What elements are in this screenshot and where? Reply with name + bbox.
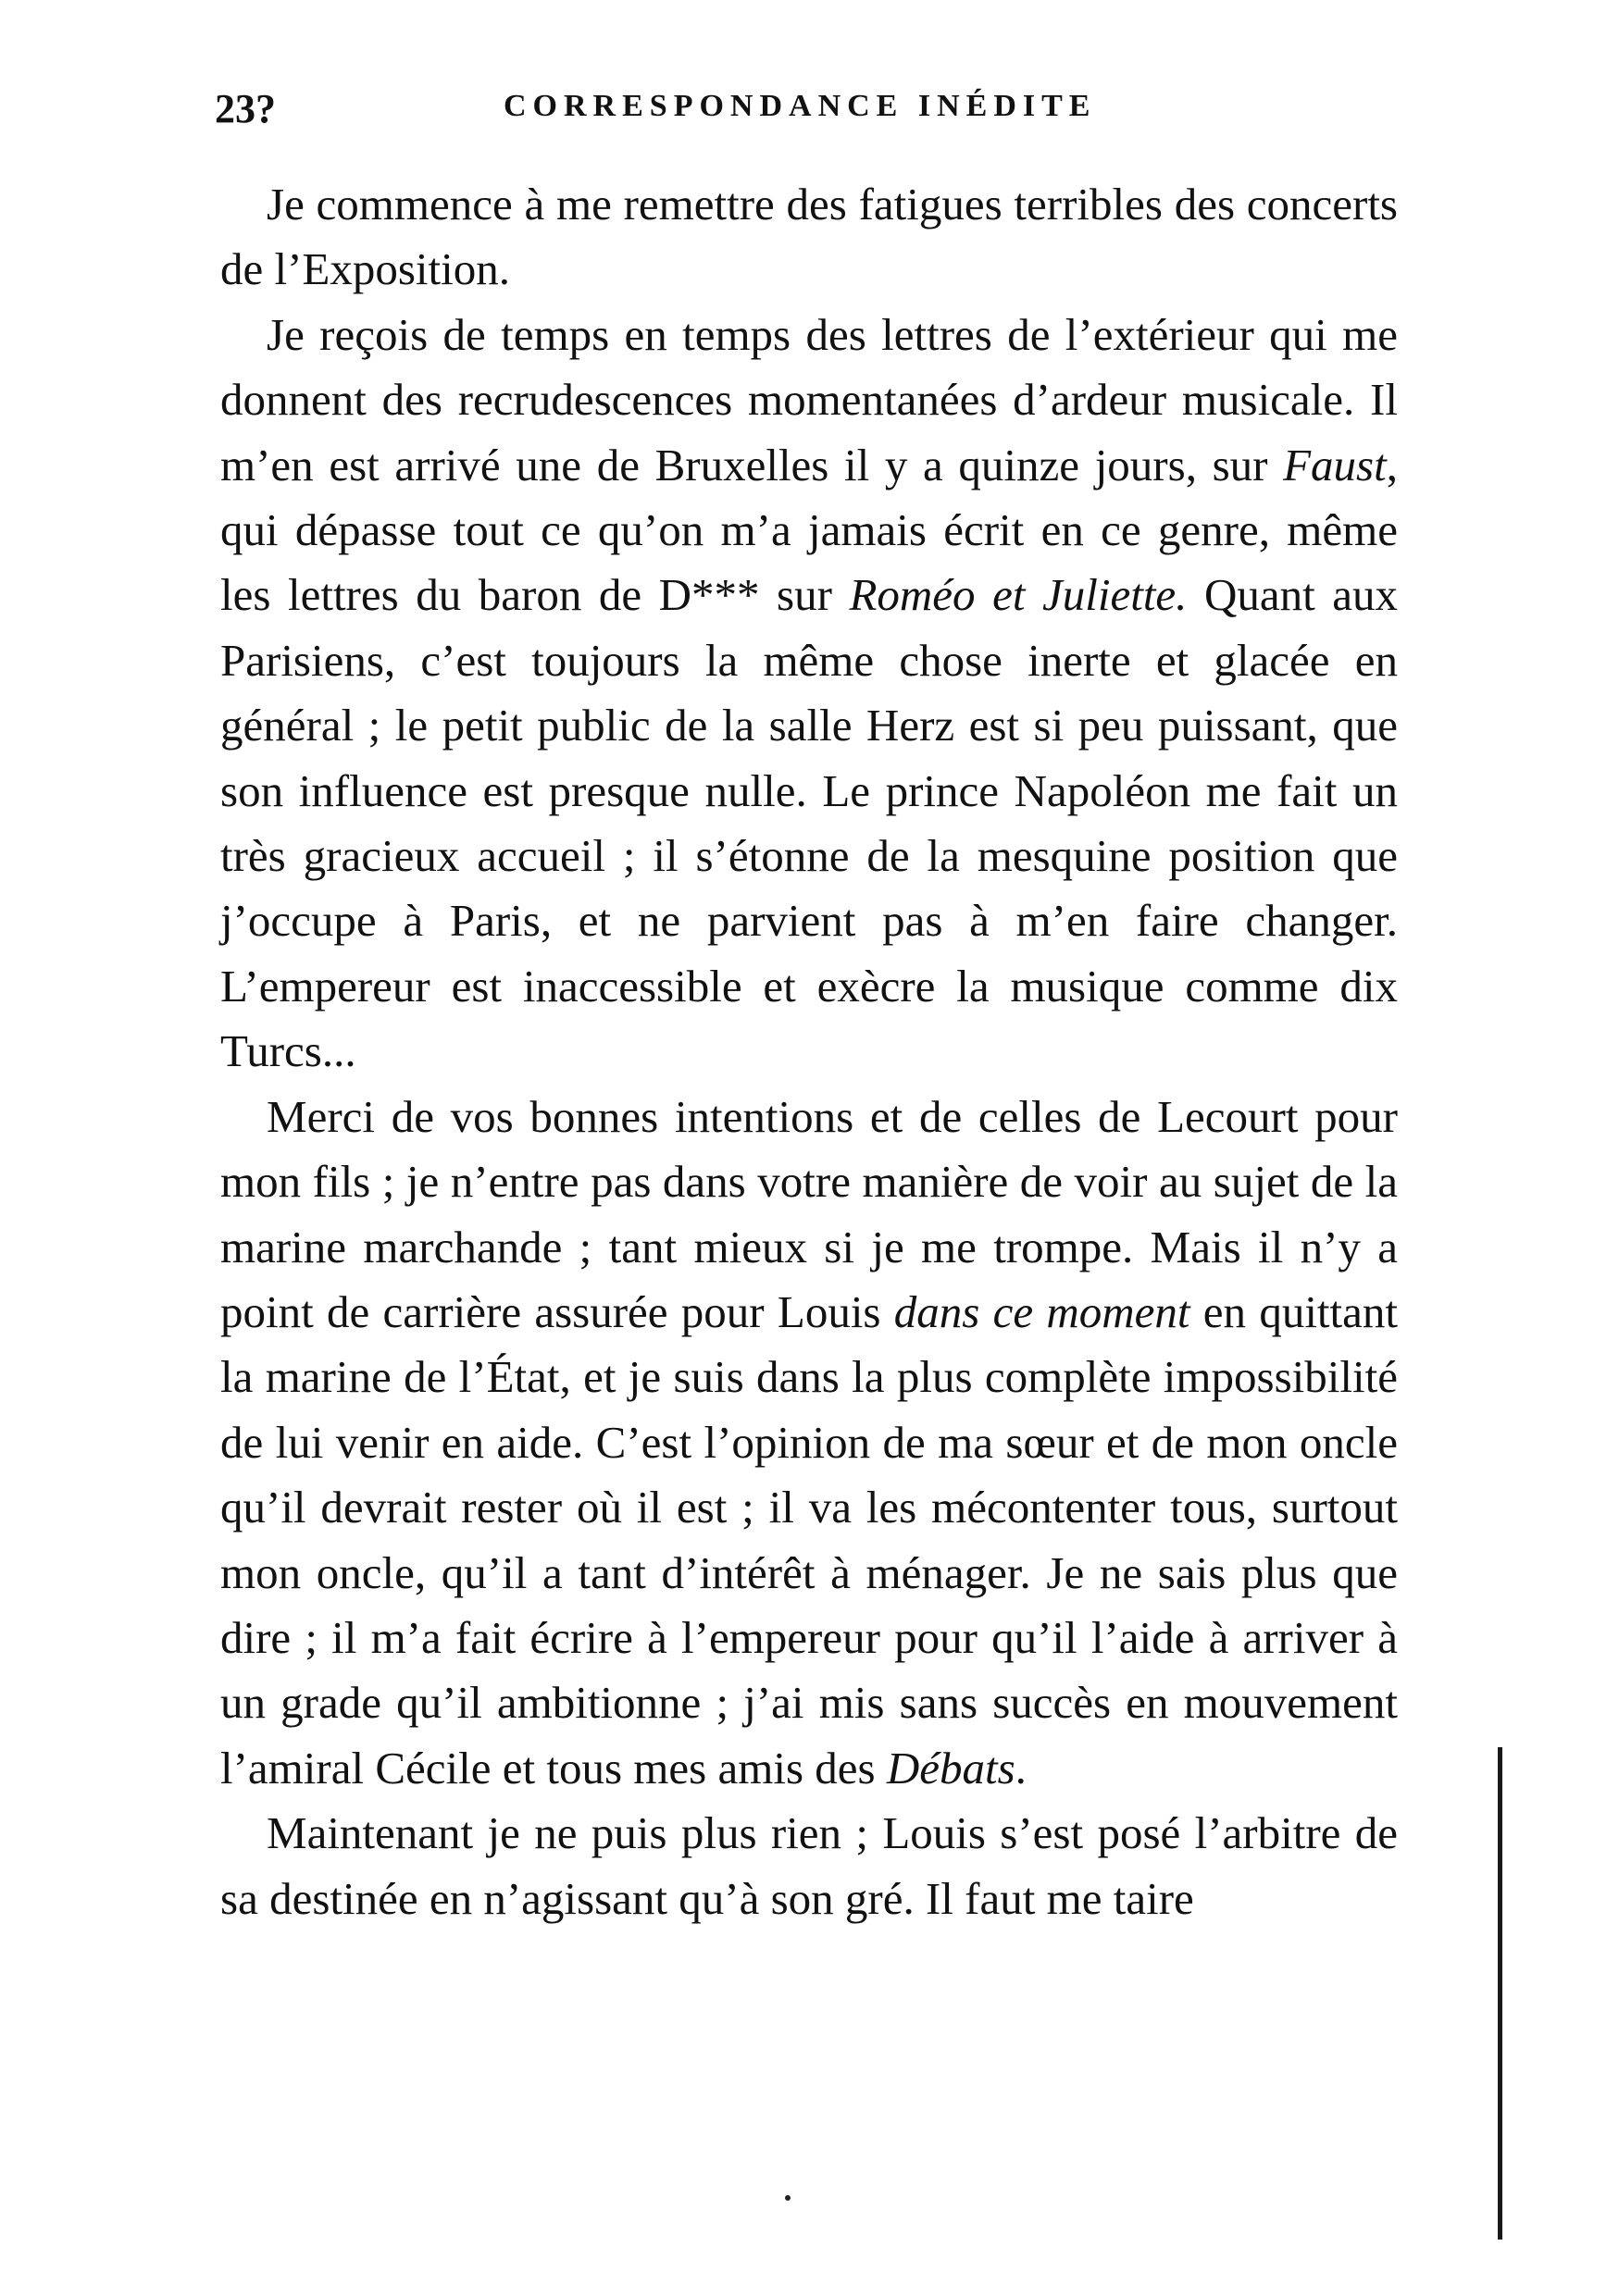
text-segment: Quant aux Parisiens, c’est toujours la même chose inerte et glacée en général ; le petit public de la salle Herz est si peu puissant, que son influence est presque nulle. Le prince Napoléon me fait un très gracieux accueil ; il s’étonne de la mesquine position que j’occupe à Paris, et ne parvient pas à m’en faire changer. L’empereur est inaccessible et exècre la musique comme dix Turcs... [220,569,1398,1077]
paragraph [220,1801,1398,1931]
paragraph [220,1085,1398,1801]
italic-title: Débats [886,1742,1015,1793]
italic-title: Roméo et Juliette. [849,569,1188,621]
text-segment: en quittant la marine de l’État, et je suis dans la plus complète impossibilité de lui venir en aide. C’est l’opinion de ma sœur et de mon oncle qu’il devrait rester où il est ; il va les mécontenter tous, surtout mon oncle, qu’il a tant d’intérêt à ménager. Je ne sais plus que dire ; il m’a fait écrire à l’empereur pour qu’il l’aide à arriver à un grade qu’il ambitionne ; j’ai mis sans succès en mouvement l’amiral Cécile et tous mes amis des [220,1285,1399,1793]
text-segment: Je reçois de temps en temps des lettres de l’extérieur qui me donnent des recrudescences momentanées d’ardeur musicale. Il m’en est arrivé une de Bruxelles il y a quinze jours, sur [220,308,1398,490]
ink-dot [785,2195,791,2201]
text-segment: Maintenant je ne puis plus rien ; Louis s’est posé l’arbitre de sa destinée en n’agissant qu’à son gré. Il faut me taire [220,1807,1398,1924]
page-number: 23? [215,86,276,131]
text-segment: Merci de vos bonnes intentions et de celles de Lecourt pour mon fils ; je n’entre pas dans votre manière de voir au sujet de la marine marchande ; tant mieux si je me trompe. Mais il n’y a point de carrière assurée pour Louis [220,1090,1398,1337]
text-segment: . [1015,1742,1027,1793]
paragraph [220,172,1398,303]
paragraph [220,303,1398,1085]
italic-title: Faust [1283,439,1387,490]
running-title: CORRESPONDANCE INÉDITE [504,89,1097,123]
text-segment: Je commence à me remettre des fatigues terribles des concerts de l’Exposition. [220,179,1398,295]
running-header [215,85,1418,141]
italic-emphasis: dans ce moment [893,1285,1190,1337]
text-segment: , qui dépasse tout ce qu’on m’a jamais écrit en ce genre, même les lettres du baron de D*** sur [220,439,1398,621]
margin-rule [1498,1747,1502,2240]
letter-text [220,172,1398,1931]
